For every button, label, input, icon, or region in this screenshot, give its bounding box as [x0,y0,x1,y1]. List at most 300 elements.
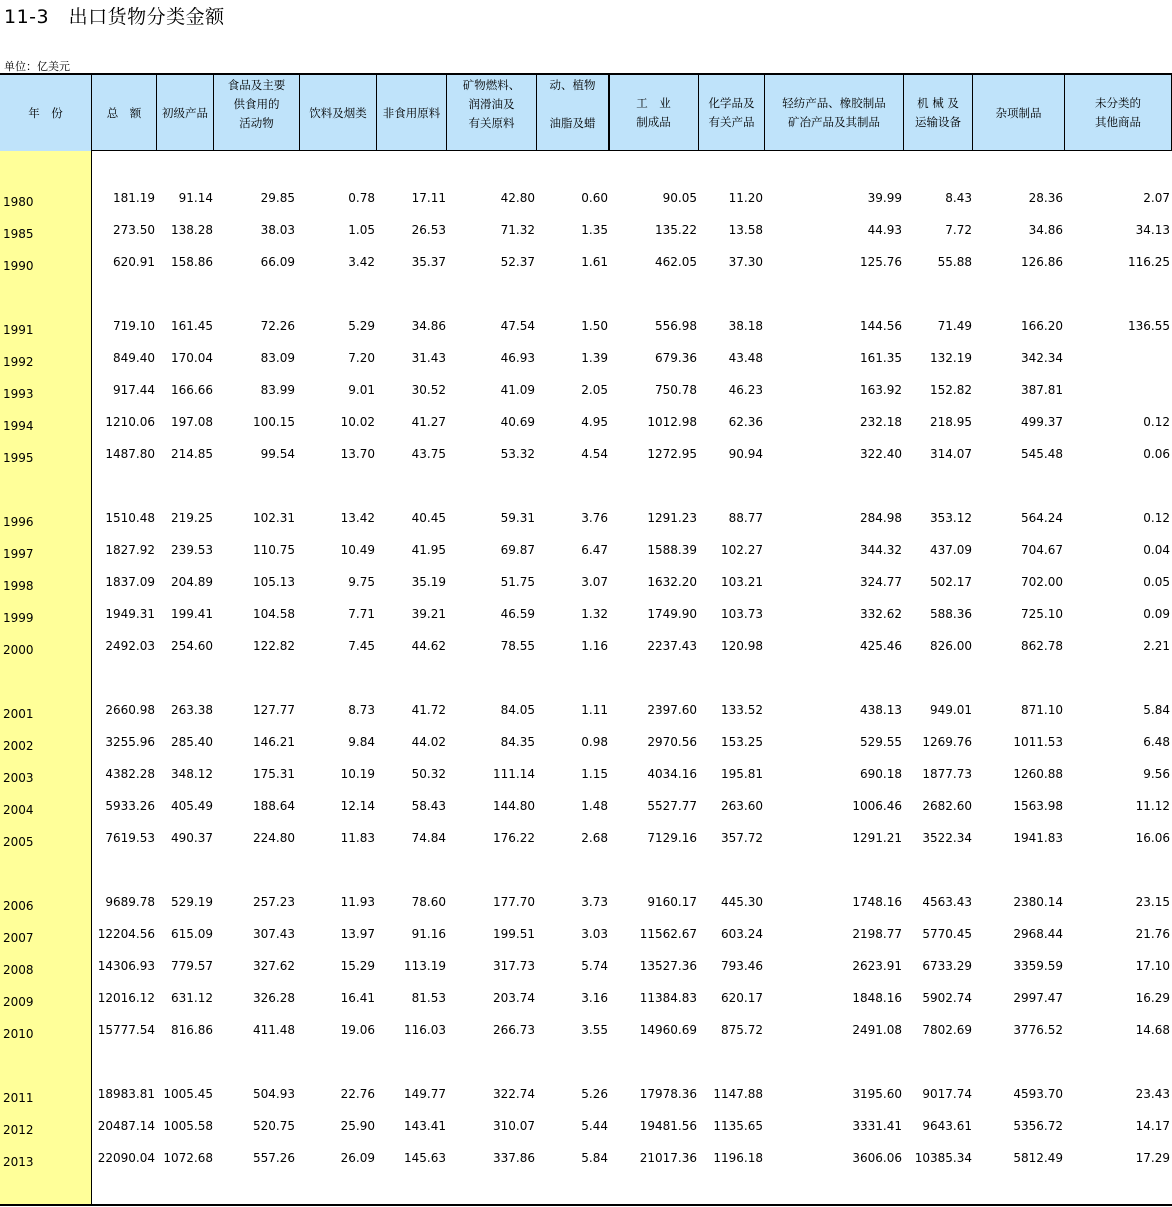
year-cell: 2009 [3,995,34,1009]
header-cell [300,75,377,151]
value-cell: 161.35 [860,351,902,365]
value-cell: 5.74 [581,959,608,973]
value-cell: 35.37 [411,255,446,269]
value-cell: 779.57 [171,959,213,973]
value-cell: 44.62 [411,639,446,653]
value-cell: 31.43 [411,351,446,365]
value-cell: 132.19 [930,351,972,365]
value-cell: 425.46 [860,639,902,653]
year-cell: 2002 [3,739,34,753]
value-cell: 110.75 [253,543,295,557]
value-cell: 91.16 [411,927,446,941]
value-cell: 1.16 [581,639,608,653]
year-cell: 1985 [3,227,34,241]
value-cell: 26.09 [340,1151,375,1165]
value-cell: 23.15 [1135,895,1170,909]
value-cell: 1.48 [581,799,608,813]
header-label: 非食用原料 [382,105,441,120]
value-cell: 105.13 [253,575,295,589]
value-cell: 170.04 [171,351,213,365]
value-cell: 4034.16 [647,767,697,781]
header-cell [92,75,157,151]
value-cell: 116.25 [1128,255,1170,269]
year-cell: 2003 [3,771,34,785]
value-cell: 1877.73 [922,767,972,781]
table-row [0,991,1172,1011]
value-cell: 74.84 [411,831,446,845]
value-cell: 690.18 [860,767,902,781]
value-cell: 13.42 [340,511,375,525]
value-cell: 2970.56 [647,735,697,749]
value-cell: 7.72 [945,223,972,237]
value-cell: 556.98 [655,319,697,333]
value-cell: 58.43 [411,799,446,813]
header-label: 机 械 及 运输设备 [915,96,961,129]
value-cell: 6.47 [581,543,608,557]
header-cell [765,75,904,151]
value-cell: 83.09 [260,351,295,365]
table-bottom-border [0,1204,1172,1206]
value-cell: 1006.46 [852,799,902,813]
header-label: 工 业 制成品 [636,96,671,129]
value-cell: 23.43 [1135,1087,1170,1101]
value-cell: 2397.60 [647,703,697,717]
header-label: 年 份 [28,105,63,120]
header-label: 矿物燃料、 润滑油及 有关原料 [462,78,521,130]
value-cell: 615.09 [171,927,213,941]
value-cell: 71.32 [500,223,535,237]
value-cell: 161.45 [171,319,213,333]
value-cell: 917.44 [113,383,155,397]
value-cell: 603.24 [721,927,763,941]
value-cell: 84.35 [500,735,535,749]
value-cell: 3522.34 [922,831,972,845]
value-cell: 83.99 [260,383,295,397]
value-cell: 116.03 [404,1023,446,1037]
value-cell: 30.52 [411,383,446,397]
value-cell: 22090.04 [97,1151,155,1165]
value-cell: 15.29 [340,959,375,973]
year-cell: 2001 [3,707,34,721]
value-cell: 9643.61 [922,1119,972,1133]
value-cell: 40.69 [500,415,535,429]
value-cell: 34.86 [1028,223,1063,237]
value-cell: 3.03 [581,927,608,941]
value-cell: 152.82 [930,383,972,397]
value-cell: 1632.20 [647,575,697,589]
value-cell: 40.45 [411,511,446,525]
value-cell: 816.86 [171,1023,213,1037]
value-cell: 62.36 [728,415,763,429]
value-cell: 332.62 [860,607,902,621]
value-cell: 1749.90 [647,607,697,621]
value-cell: 2.05 [581,383,608,397]
value-cell: 0.09 [1143,607,1170,621]
value-cell: 41.72 [411,703,446,717]
year-cell: 2013 [3,1155,34,1169]
value-cell: 7129.16 [647,831,697,845]
value-cell: 111.14 [493,767,535,781]
value-cell: 1949.31 [105,607,155,621]
value-cell: 21.76 [1135,927,1170,941]
value-cell: 214.85 [171,447,213,461]
value-cell: 1563.98 [1013,799,1063,813]
year-cell: 1991 [3,323,34,337]
value-cell: 102.27 [721,543,763,557]
value-cell: 28.36 [1028,191,1063,205]
value-cell: 46.93 [500,351,535,365]
value-cell: 12016.12 [97,991,155,1005]
value-cell: 2.68 [581,831,608,845]
value-cell: 38.18 [728,319,763,333]
value-cell: 1291.23 [647,511,697,525]
value-cell: 344.32 [860,543,902,557]
value-cell: 3359.59 [1013,959,1063,973]
value-cell: 3.42 [348,255,375,269]
value-cell: 5527.77 [647,799,697,813]
value-cell: 5.84 [1143,703,1170,717]
value-cell: 7.45 [348,639,375,653]
value-cell: 1.50 [581,319,608,333]
header-cell [157,75,214,151]
value-cell: 102.31 [253,511,295,525]
table-row [0,191,1172,211]
value-cell: 1147.88 [713,1087,763,1101]
value-cell: 8.73 [348,703,375,717]
value-cell: 3.73 [581,895,608,909]
table-row [0,767,1172,787]
header-label: 初级产品 [162,105,208,120]
value-cell: 41.95 [411,543,446,557]
value-cell: 59.31 [500,511,535,525]
header-label: 食品及主要 供食用的 活动物 [227,78,286,130]
value-cell: 1072.68 [163,1151,213,1165]
value-cell: 126.86 [1021,255,1063,269]
value-cell: 135.22 [655,223,697,237]
value-cell: 620.91 [113,255,155,269]
value-cell: 20487.14 [97,1119,155,1133]
table-header [0,73,1172,151]
header-label: 杂项制品 [995,105,1042,120]
value-cell: 44.93 [867,223,902,237]
value-cell: 127.77 [253,703,295,717]
value-cell: 11384.83 [639,991,697,1005]
value-cell: 284.98 [860,511,902,525]
value-cell: 387.81 [1021,383,1063,397]
value-cell: 4.95 [581,415,608,429]
value-cell: 4382.28 [105,767,155,781]
value-cell: 13.97 [340,927,375,941]
value-cell: 17.10 [1135,959,1170,973]
value-cell: 826.00 [930,639,972,653]
value-cell: 504.93 [253,1087,295,1101]
table-row [0,351,1172,371]
value-cell: 47.54 [500,319,535,333]
header-label: 动、植物 油脂及蜡 [549,78,596,130]
value-cell: 1.15 [581,767,608,781]
year-cell: 2000 [3,643,34,657]
value-cell: 3776.52 [1013,1023,1063,1037]
value-cell: 327.62 [253,959,295,973]
header-label: 化学品及 有关产品 [708,96,755,129]
value-cell: 490.37 [171,831,213,845]
value-cell: 545.48 [1021,447,1063,461]
table-row [0,383,1172,403]
year-cell: 2005 [3,835,34,849]
value-cell: 0.12 [1143,415,1170,429]
value-cell: 4.54 [581,447,608,461]
value-cell: 136.55 [1128,319,1170,333]
year-cell: 1998 [3,579,34,593]
table-row [0,735,1172,755]
year-cell: 1994 [3,419,34,433]
value-cell: 1011.53 [1013,735,1063,749]
value-cell: 6.48 [1143,735,1170,749]
value-cell: 2198.77 [852,927,902,941]
value-cell: 3255.96 [105,735,155,749]
value-cell: 337.86 [493,1151,535,1165]
value-cell: 1210.06 [105,415,155,429]
value-cell: 44.02 [411,735,446,749]
value-cell: 405.49 [171,799,213,813]
value-cell: 120.98 [721,639,763,653]
value-cell: 7.20 [348,351,375,365]
table-title: 11-3 出口货物分类金额 [4,6,225,28]
value-cell: 353.12 [930,511,972,525]
value-cell: 324.77 [860,575,902,589]
value-cell: 871.10 [1021,703,1063,717]
value-cell: 133.52 [721,703,763,717]
value-cell: 1941.83 [1013,831,1063,845]
header-cell [214,75,300,151]
value-cell: 462.05 [655,255,697,269]
year-cell: 2006 [3,899,34,913]
table-row [0,255,1172,275]
value-cell: 7802.69 [922,1023,972,1037]
value-cell: 26.53 [411,223,446,237]
value-cell: 9689.78 [105,895,155,909]
value-cell: 1588.39 [647,543,697,557]
table-row [0,447,1172,467]
value-cell: 1291.21 [852,831,902,845]
value-cell: 4563.43 [922,895,972,909]
value-cell: 564.24 [1021,511,1063,525]
value-cell: 10.19 [340,767,375,781]
value-cell: 725.10 [1021,607,1063,621]
value-cell: 1.35 [581,223,608,237]
value-cell: 218.95 [930,415,972,429]
value-cell: 529.55 [860,735,902,749]
value-cell: 263.60 [721,799,763,813]
value-cell: 10385.34 [914,1151,972,1165]
value-cell: 81.53 [411,991,446,1005]
year-cell: 2011 [3,1091,34,1105]
value-cell: 21017.36 [639,1151,697,1165]
value-cell: 0.05 [1143,575,1170,589]
table-row [0,895,1172,915]
value-cell: 750.78 [655,383,697,397]
value-cell: 15777.54 [97,1023,155,1037]
value-cell: 7.71 [348,607,375,621]
value-cell: 502.17 [930,575,972,589]
value-cell: 166.66 [171,383,213,397]
value-cell: 239.53 [171,543,213,557]
value-cell: 90.94 [728,447,763,461]
unit-label: 单位：亿美元 [4,60,70,73]
value-cell: 9160.17 [647,895,697,909]
value-cell: 181.19 [113,191,155,205]
value-cell: 263.38 [171,703,213,717]
value-cell: 34.13 [1135,223,1170,237]
value-cell: 1.05 [348,223,375,237]
value-cell: 254.60 [171,639,213,653]
table-row [0,639,1172,659]
value-cell: 3195.60 [852,1087,902,1101]
value-cell: 1837.09 [105,575,155,589]
value-cell: 0.60 [581,191,608,205]
value-cell: 41.09 [500,383,535,397]
value-cell: 285.40 [171,735,213,749]
value-cell: 16.29 [1135,991,1170,1005]
value-cell: 3.07 [581,575,608,589]
value-cell: 5933.26 [105,799,155,813]
header-cell [904,75,973,151]
value-cell: 158.86 [171,255,213,269]
value-cell: 10.02 [340,415,375,429]
value-cell: 2237.43 [647,639,697,653]
value-cell: 78.60 [411,895,446,909]
value-cell: 849.40 [113,351,155,365]
value-cell: 702.00 [1021,575,1063,589]
value-cell: 42.80 [500,191,535,205]
value-cell: 13527.36 [639,959,697,973]
value-cell: 149.77 [404,1087,446,1101]
value-cell: 144.56 [860,319,902,333]
header-label: 轻纺产品、橡胶制品 矿冶产品及其制品 [782,96,886,129]
value-cell: 14.68 [1135,1023,1170,1037]
value-cell: 204.89 [171,575,213,589]
value-cell: 3331.41 [852,1119,902,1133]
year-cell: 2010 [3,1027,34,1041]
value-cell: 2491.08 [852,1023,902,1037]
value-cell: 719.10 [113,319,155,333]
value-cell: 17978.36 [639,1087,697,1101]
table-row [0,703,1172,723]
value-cell: 39.99 [867,191,902,205]
value-cell: 66.09 [260,255,295,269]
value-cell: 11.20 [728,191,763,205]
value-cell: 0.98 [581,735,608,749]
value-cell: 1.61 [581,255,608,269]
value-cell: 138.28 [171,223,213,237]
value-cell: 357.72 [721,831,763,845]
value-cell: 103.73 [721,607,763,621]
header-label: 饮料及烟类 [309,105,367,120]
value-cell: 411.48 [253,1023,295,1037]
value-cell: 342.34 [1021,351,1063,365]
value-cell: 52.37 [500,255,535,269]
value-cell: 307.43 [253,927,295,941]
value-cell: 3606.06 [852,1151,902,1165]
value-cell: 9.84 [348,735,375,749]
value-cell: 7619.53 [105,831,155,845]
table-row [0,1023,1172,1043]
value-cell: 199.51 [493,927,535,941]
value-cell: 437.09 [930,543,972,557]
value-cell: 51.75 [500,575,535,589]
value-cell: 310.07 [493,1119,535,1133]
value-cell: 11.93 [340,895,375,909]
value-cell: 1848.16 [852,991,902,1005]
year-cell: 1997 [3,547,34,561]
value-cell: 224.80 [253,831,295,845]
table-row [0,543,1172,563]
table-row [0,1119,1172,1139]
table-row [0,607,1172,627]
value-cell: 22.76 [340,1087,375,1101]
value-cell: 122.82 [253,639,295,653]
value-cell: 2.21 [1143,639,1170,653]
value-cell: 43.75 [411,447,446,461]
value-cell: 0.78 [348,191,375,205]
value-cell: 39.21 [411,607,446,621]
value-cell: 9017.74 [922,1087,972,1101]
header-cell [609,75,699,151]
value-cell: 529.19 [171,895,213,909]
header-cell [0,75,92,151]
header-divider [609,73,610,151]
value-cell: 13.58 [728,223,763,237]
year-cell: 1999 [3,611,34,625]
header-label: 总 额 [106,105,142,120]
value-cell: 2380.14 [1013,895,1063,909]
header-cell [1065,75,1172,151]
value-cell: 11.12 [1135,799,1170,813]
value-cell: 219.25 [171,511,213,525]
value-cell: 348.12 [171,767,213,781]
value-cell: 445.30 [721,895,763,909]
value-cell: 1260.88 [1013,767,1063,781]
table-row [0,415,1172,435]
header-cell [447,75,537,151]
value-cell: 5.29 [348,319,375,333]
value-cell: 176.22 [493,831,535,845]
value-cell: 37.30 [728,255,763,269]
table-row [0,319,1172,339]
table-row [0,799,1172,819]
value-cell: 2968.44 [1013,927,1063,941]
table-row [0,511,1172,531]
value-cell: 232.18 [860,415,902,429]
table-row [0,575,1172,595]
value-cell: 1012.98 [647,415,697,429]
value-cell: 9.75 [348,575,375,589]
value-cell: 326.28 [253,991,295,1005]
value-cell: 4593.70 [1013,1087,1063,1101]
value-cell: 14960.69 [639,1023,697,1037]
value-cell: 3.76 [581,511,608,525]
value-cell: 875.72 [721,1023,763,1037]
value-cell: 195.81 [721,767,763,781]
value-cell: 16.41 [340,991,375,1005]
table-row [0,927,1172,947]
value-cell: 50.32 [411,767,446,781]
value-cell: 143.41 [404,1119,446,1133]
value-cell: 322.40 [860,447,902,461]
value-cell: 266.73 [493,1023,535,1037]
value-cell: 177.70 [493,895,535,909]
value-cell: 557.26 [253,1151,295,1165]
